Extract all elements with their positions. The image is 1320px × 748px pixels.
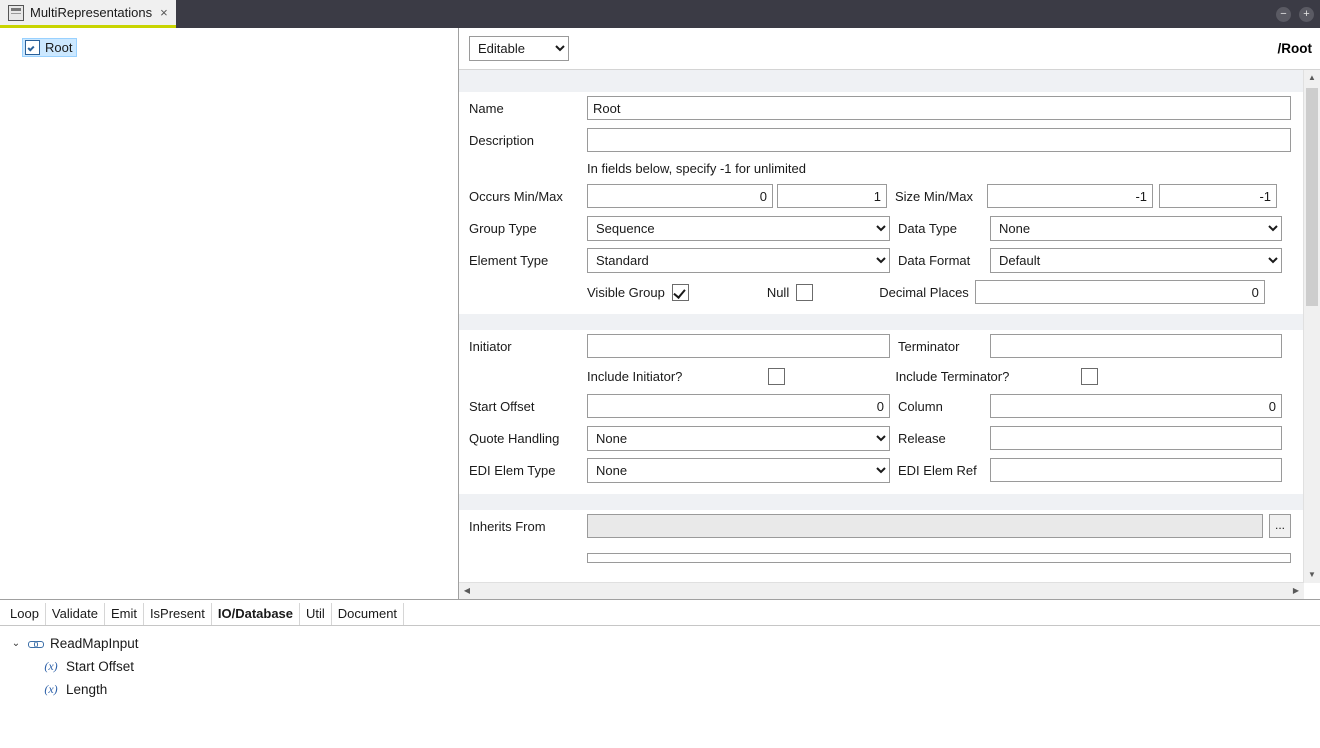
include-terminator-checkbox[interactable] xyxy=(1081,368,1098,385)
name-label: Name xyxy=(469,100,504,116)
row-quote-release xyxy=(459,422,1304,454)
form-band-middle xyxy=(459,314,1304,330)
document-tab[interactable] xyxy=(0,0,176,28)
detail-header xyxy=(459,28,1320,70)
size-max-input[interactable] xyxy=(1159,184,1277,208)
window-controls xyxy=(1276,0,1314,28)
row-edi xyxy=(459,454,1304,486)
row-inherits-from xyxy=(459,510,1304,542)
visible-group-label: Visible Group xyxy=(587,284,665,300)
checkbox-node-icon xyxy=(25,40,40,55)
row-element-type-format xyxy=(459,244,1304,276)
terminator-label: Terminator xyxy=(898,338,960,354)
form-scroll-container xyxy=(459,70,1320,599)
document-tab-label: MultiRepresentations xyxy=(30,5,153,20)
edi-elem-type-select[interactable] xyxy=(587,458,890,483)
document-icon xyxy=(8,5,24,21)
group-type-label: Group Type xyxy=(469,220,537,236)
null-label: Null xyxy=(766,284,790,300)
row-include-flags xyxy=(459,362,1304,390)
data-format-label: Data Format xyxy=(898,252,971,268)
quote-handling-label: Quote Handling xyxy=(469,430,560,446)
visible-group-checkbox[interactable] xyxy=(672,284,689,301)
description-label: Description xyxy=(469,132,535,148)
bottom-tabstrip xyxy=(0,600,1320,626)
link-icon xyxy=(28,637,44,651)
chevron-down-icon[interactable]: ⌄ xyxy=(11,638,21,649)
main-area xyxy=(0,28,1320,600)
initiator-label: Initiator xyxy=(469,338,512,354)
form-band-top xyxy=(459,70,1304,92)
title-bar xyxy=(0,0,1320,28)
tree-item-readmapinput-label: ReadMapInput xyxy=(50,636,139,651)
element-type-label: Element Type xyxy=(469,252,549,268)
include-initiator-checkbox[interactable] xyxy=(768,368,785,385)
scroll-down-icon[interactable]: ▼ xyxy=(1304,567,1320,583)
visible-group-field[interactable] xyxy=(587,284,689,301)
vertical-scroll-thumb[interactable] xyxy=(1306,88,1318,306)
minimize-icon[interactable]: − xyxy=(1276,7,1291,22)
quote-handling-select[interactable] xyxy=(587,426,890,451)
release-input[interactable] xyxy=(990,426,1282,450)
row-partial-bottom xyxy=(459,542,1304,574)
column-label: Column xyxy=(898,398,943,414)
next-field-input[interactable] xyxy=(587,553,1291,563)
null-field[interactable] xyxy=(767,284,813,301)
unlimited-note: In fields below, specify -1 for unlimited xyxy=(587,160,806,176)
size-label: Size Min/Max xyxy=(895,188,974,204)
include-initiator-label: Include Initiator? xyxy=(587,368,683,384)
tab-util[interactable]: Util xyxy=(300,603,332,625)
data-format-select[interactable] xyxy=(990,248,1282,273)
tab-validate[interactable]: Validate xyxy=(46,603,105,625)
null-checkbox[interactable] xyxy=(796,284,813,301)
initiator-input[interactable] xyxy=(587,334,890,358)
tab-loop[interactable]: Loop xyxy=(4,603,46,625)
decimal-places-input[interactable] xyxy=(975,280,1265,304)
form-horizontal-scrollbar[interactable] xyxy=(459,582,1304,599)
detail-pane xyxy=(459,28,1320,600)
row-description xyxy=(459,124,1304,156)
tree-item-length-label: Length xyxy=(66,682,108,697)
terminator-input[interactable] xyxy=(990,334,1282,358)
occurs-max-input[interactable] xyxy=(777,184,887,208)
tree-item-readmapinput[interactable] xyxy=(10,632,1320,655)
form-band-lower xyxy=(459,494,1304,510)
scroll-up-icon[interactable]: ▲ xyxy=(1304,70,1320,86)
data-type-label: Data Type xyxy=(898,220,958,236)
tree-item-start-offset-label: Start Offset xyxy=(66,659,135,674)
row-initiator-terminator xyxy=(459,330,1304,362)
start-offset-label: Start Offset xyxy=(469,398,535,414)
row-visible-null-decimal xyxy=(459,276,1304,308)
scroll-left-icon[interactable]: ◀ xyxy=(459,583,475,599)
edi-elem-ref-input[interactable] xyxy=(990,458,1282,482)
tree-item-start-offset[interactable] xyxy=(10,655,1320,678)
column-input[interactable] xyxy=(990,394,1282,418)
row-start-offset-column xyxy=(459,390,1304,422)
function-tree xyxy=(0,626,1320,701)
tree-item-root[interactable] xyxy=(22,38,77,57)
data-type-select[interactable] xyxy=(990,216,1282,241)
row-name xyxy=(459,92,1304,124)
variable-icon: (x) xyxy=(44,659,58,673)
maximize-icon[interactable]: + xyxy=(1299,7,1314,22)
variable-icon-2: (x) xyxy=(44,682,58,696)
bottom-panel xyxy=(0,600,1320,747)
size-min-input[interactable] xyxy=(987,184,1153,208)
row-group-data-type xyxy=(459,212,1304,244)
scroll-right-icon[interactable]: ▶ xyxy=(1288,583,1304,599)
description-input[interactable] xyxy=(587,128,1291,152)
tab-emit[interactable]: Emit xyxy=(105,603,144,625)
tree-item-root-label: Root xyxy=(45,40,73,55)
form-vertical-scrollbar[interactable] xyxy=(1303,70,1320,583)
close-icon[interactable]: × xyxy=(160,5,168,20)
occurs-min-input[interactable] xyxy=(587,184,773,208)
edit-mode-select[interactable] xyxy=(469,36,569,61)
include-terminator-label: Include Terminator? xyxy=(895,368,1010,384)
row-occurs-size xyxy=(459,180,1304,212)
occurs-label: Occurs Min/Max xyxy=(469,188,563,204)
element-type-select[interactable] xyxy=(587,248,890,273)
inherits-from-label: Inherits From xyxy=(469,518,546,534)
inherits-from-input[interactable] xyxy=(587,514,1263,538)
tab-document[interactable]: Document xyxy=(332,603,404,625)
inherits-from-browse-button[interactable]: ... xyxy=(1269,514,1291,538)
name-input[interactable] xyxy=(587,96,1291,120)
detail-path-label: /Root xyxy=(1277,41,1312,56)
tree-item-length[interactable] xyxy=(10,678,1320,701)
start-offset-input[interactable] xyxy=(587,394,890,418)
properties-form xyxy=(459,70,1304,583)
edi-elem-ref-label: EDI Elem Ref xyxy=(898,462,977,478)
decimal-places-label: Decimal Places xyxy=(879,284,969,300)
edi-elem-type-label: EDI Elem Type xyxy=(469,462,556,478)
structure-tree-pane[interactable] xyxy=(0,28,459,600)
release-label: Release xyxy=(898,430,946,446)
tab-io-database[interactable]: IO/Database xyxy=(212,603,300,625)
group-type-select[interactable] xyxy=(587,216,890,241)
tab-ispresent[interactable]: IsPresent xyxy=(144,603,212,625)
